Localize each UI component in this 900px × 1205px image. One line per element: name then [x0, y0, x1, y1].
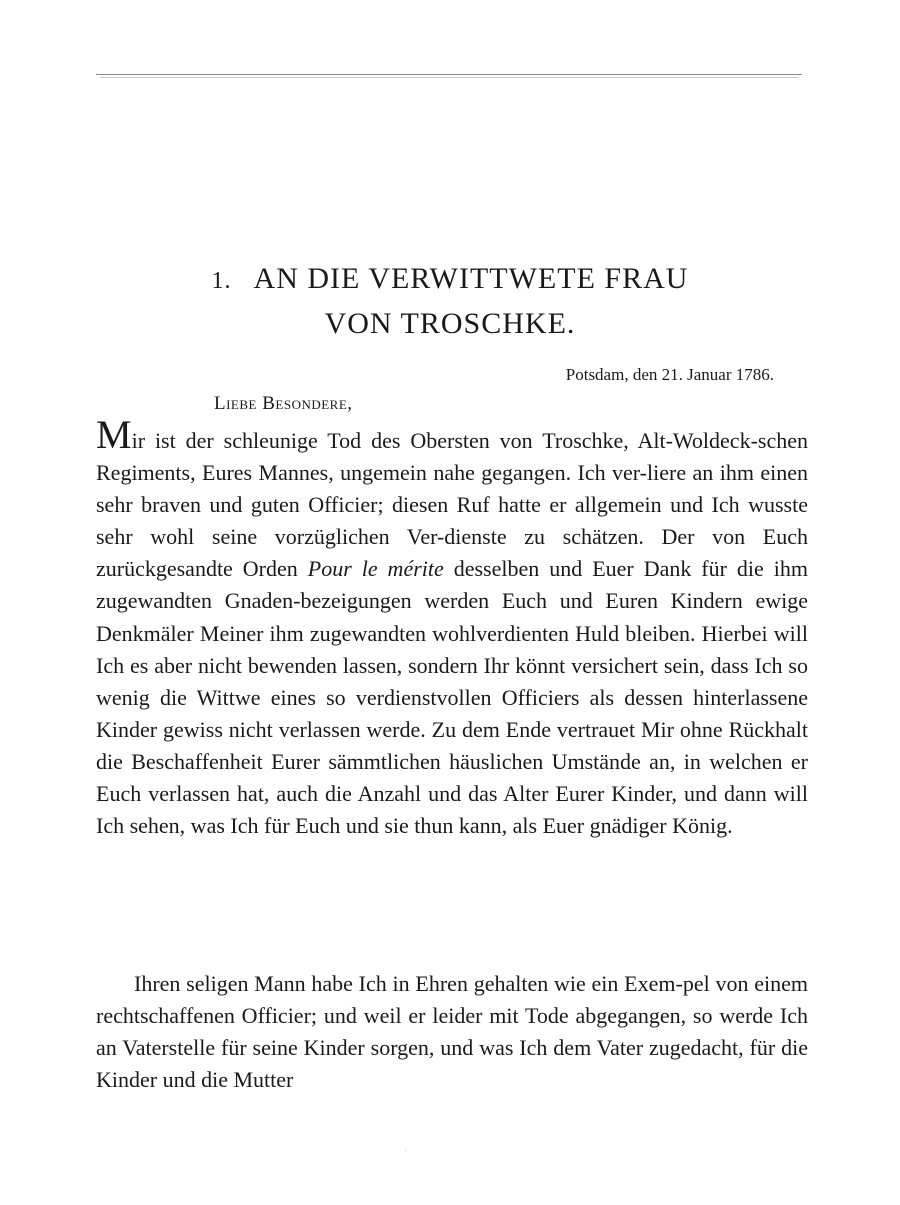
- paragraph-1: [96, 412, 808, 842]
- top-rule: [96, 74, 802, 75]
- paragraph-2: Ihren seligen Mann habe Ich in Ehren gehalten wie ein Exem-pel von einem rechtschaffenen Officier; und weil er leider mit Tode abgegangen, so werde Ich an Vaterstelle für seine Kinder sorgen, und was Ich dem Vater zugedacht, für die Kinder und die Mutter: [96, 971, 808, 1093]
- letter-heading-line-2: VON TROSCHKE.: [324, 307, 576, 340]
- letter-number: 1.: [211, 268, 232, 294]
- letter-heading-line-1: [0, 262, 900, 296]
- dropcap: M: [96, 412, 132, 457]
- heading-title-line-1: AN DIE VERWITTWETE FRAU: [253, 262, 689, 295]
- paragraph-1-text-a: ir ist der schleunige Tod des Obersten von Troschke, Alt-Woldeck-schen Regiments, Eures Mannes, ungemein nahe gegangen. Ich ver-liere an ihm einen sehr braven und guten Officier; diesen Ruf hatte er allgemein und Ich wusste sehr wohl seine vorzüglichen Ver-dienste zu schätzen. Der von Euch zurückgesandte Orden: [96, 428, 808, 582]
- top-rule-faint: [100, 77, 798, 78]
- page-mark: ·: [404, 1146, 408, 1157]
- paragraph-1-text-b: desselben und Euer Dank für die ihm zugewandten Gnaden-bezeigungen werden Euch und Euren Kindern ewige Denkmäler Meiner ihm zugewandten wohlverdienten Huld bleiben. Hierbei will Ich es aber nicht bewenden lassen, sondern Ihr könnt versichert sein, dass Ich so wenig die Wittwe eines so verdienstvollen Officiers als dessen hinterlassene Kinder gewiss nicht verlassen werde. Zu dem Ende vertrauet Mir ohne Rückhalt die Beschaffenheit Eurer sämmtlichen häuslichen Umstände an, in welchen er Euch verlassen hat, auch die Anzahl und das Alter Eurer Kinder, und dann will Ich sehen, was Ich für Euch und sie thun kann, als Euer gnädiger König.: [96, 556, 808, 839]
- order-name-italic: Pour le mérite: [307, 556, 444, 582]
- salutation: Liebe Besondere,: [214, 393, 353, 414]
- dateline: Potsdam, den 21. Januar 1786.: [565, 365, 774, 384]
